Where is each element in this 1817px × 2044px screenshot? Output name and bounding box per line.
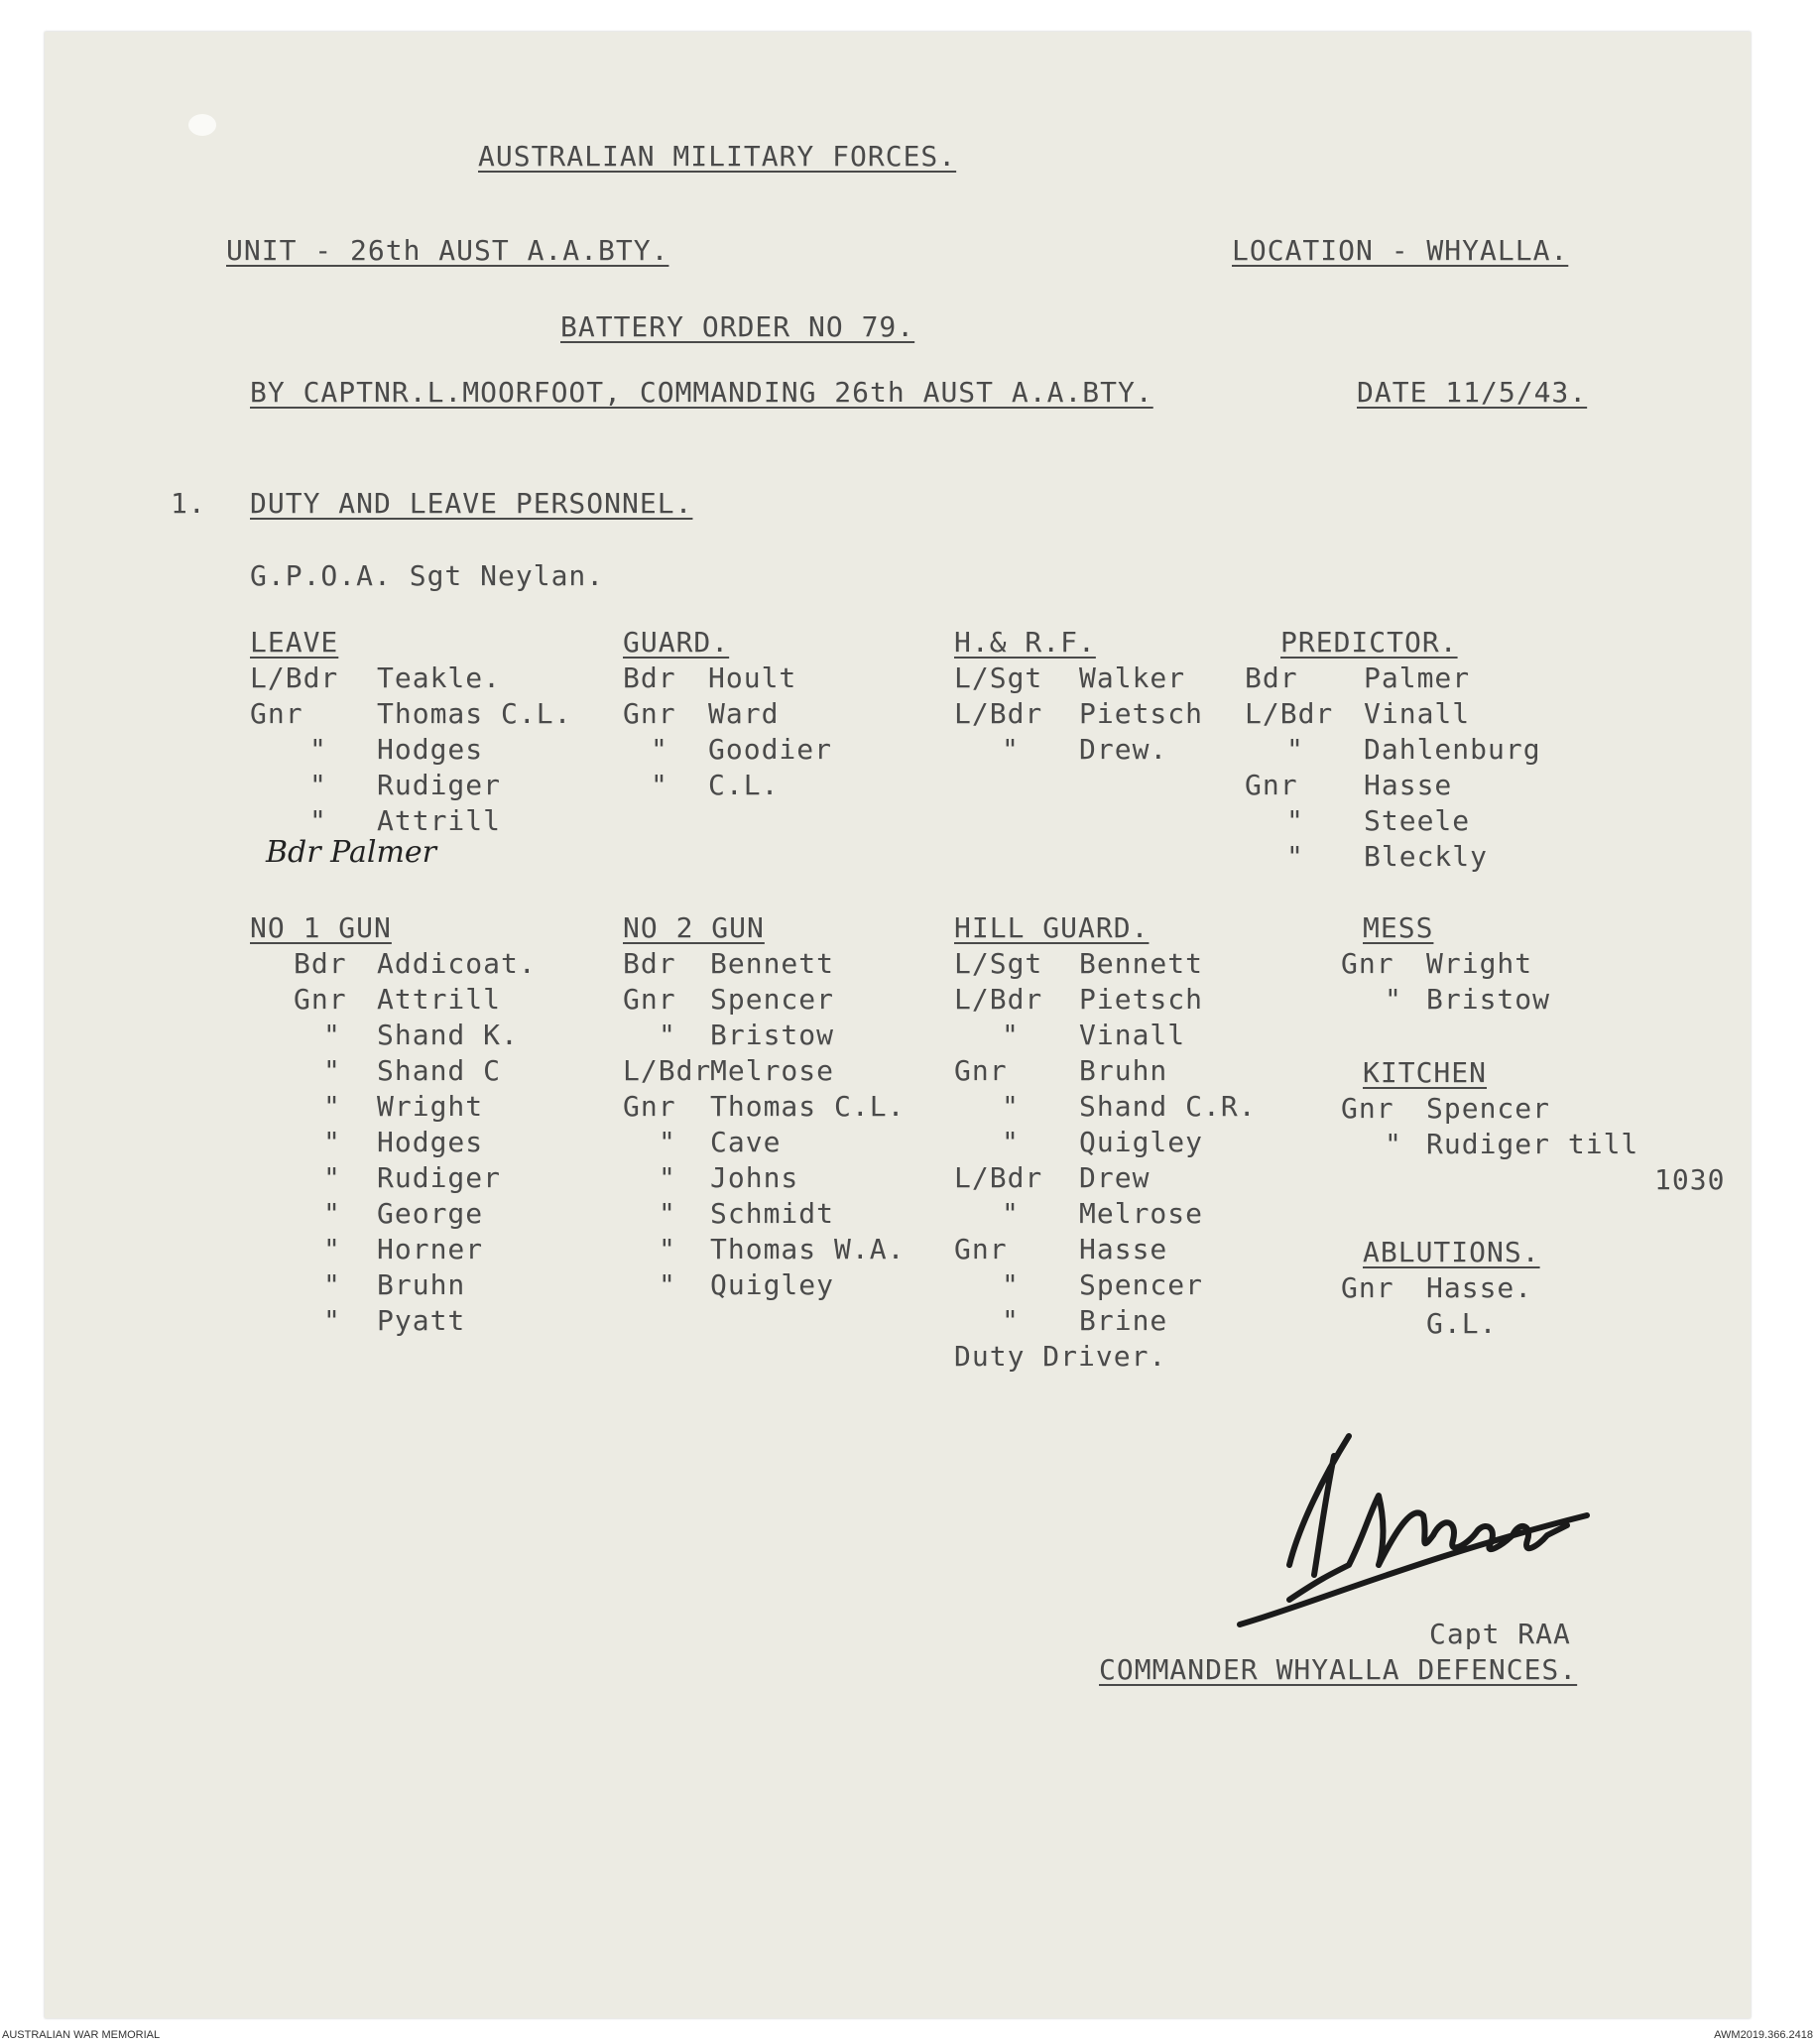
- rank-label: Gnr: [294, 983, 347, 1016]
- group-footer-note: Duty Driver.: [954, 1340, 1167, 1373]
- rank-label: ": [1385, 983, 1402, 1016]
- rank-label: Bdr: [623, 947, 676, 980]
- personnel-name: Hodges: [377, 1126, 484, 1158]
- rank-label: ": [659, 1268, 676, 1301]
- personnel-name: George: [377, 1197, 484, 1230]
- rank-label: Bdr: [1245, 661, 1298, 694]
- rank-label: ": [651, 769, 668, 801]
- archive-id: AWM2019.366.2418: [1714, 2029, 1813, 2041]
- signature-rank: Capt RAA: [1429, 1618, 1571, 1650]
- rank-label: Bdr: [623, 661, 676, 694]
- rank-label: ": [659, 1126, 676, 1158]
- personnel-name: Dahlenburg: [1364, 733, 1541, 766]
- rank-label: Bdr: [294, 947, 347, 980]
- commanding-line: BY CAPTNR.L.MOORFOOT, COMMANDING 26th AUST A.A.BTY.: [250, 376, 1153, 409]
- rank-label: L/Sgt: [954, 947, 1043, 980]
- personnel-name: Shand C.R.: [1079, 1090, 1257, 1123]
- rank-label: ": [1286, 804, 1304, 837]
- personnel-name: Quigley: [710, 1268, 835, 1301]
- personnel-name: Bruhn: [1079, 1054, 1168, 1087]
- personnel-name: Thomas W.A.: [710, 1233, 906, 1265]
- rank-label: Gnr: [623, 1090, 676, 1123]
- personnel-name: Drew: [1079, 1161, 1151, 1194]
- rank-label: ": [1002, 1268, 1020, 1301]
- group-heading: NO 2 GUN: [623, 911, 765, 944]
- paper-stain: [188, 114, 216, 136]
- personnel-name: Horner: [377, 1233, 484, 1265]
- personnel-name: Steele: [1364, 804, 1471, 837]
- rank-label: L/Bdr: [954, 983, 1043, 1016]
- personnel-name: Bruhn: [377, 1268, 466, 1301]
- personnel-name: Palmer: [1364, 661, 1471, 694]
- archive-label: AUSTRALIAN WAR MEMORIAL: [2, 2029, 161, 2041]
- unit-line: UNIT - 26th AUST A.A.BTY.: [226, 234, 669, 267]
- rank-label: Gnr: [623, 983, 676, 1016]
- personnel-name: Rudiger till: [1426, 1128, 1639, 1160]
- personnel-name: Hasse: [1079, 1233, 1168, 1265]
- personnel-name: Wright: [377, 1090, 484, 1123]
- rank-label: L/Bdr: [954, 697, 1043, 730]
- rank-label: ": [323, 1304, 341, 1337]
- rank-label: Gnr: [954, 1233, 1008, 1265]
- rank-label: ": [1002, 1019, 1020, 1051]
- rank-label: ": [659, 1197, 676, 1230]
- personnel-name: Pietsch: [1079, 697, 1204, 730]
- rank-label: ": [1002, 733, 1020, 766]
- signature-title: COMMANDER WHYALLA DEFENCES.: [1099, 1653, 1578, 1686]
- personnel-name: Hodges: [377, 733, 484, 766]
- group-heading: LEAVE: [250, 626, 339, 659]
- personnel-name: Bristow: [1426, 983, 1551, 1016]
- group-heading: MESS: [1363, 911, 1434, 944]
- personnel-name: Thomas C.L.: [710, 1090, 906, 1123]
- rank-label: Gnr: [1245, 769, 1298, 801]
- personnel-name: Cave: [710, 1126, 782, 1158]
- rank-label: L/Bdr: [954, 1161, 1043, 1194]
- rank-label: ": [1286, 840, 1304, 873]
- rank-label: ": [323, 1233, 341, 1265]
- handwritten-note: Bdr Palmer: [266, 835, 436, 870]
- rank-label: ": [323, 1019, 341, 1051]
- personnel-name: Rudiger: [377, 1161, 502, 1194]
- personnel-name: Hoult: [708, 661, 797, 694]
- rank-label: L/Bdr: [623, 1054, 712, 1087]
- personnel-name: Vinall: [1364, 697, 1471, 730]
- signature-mark: [1230, 1416, 1597, 1634]
- personnel-name: Thomas C.L.: [377, 697, 572, 730]
- personnel-name: Bennett: [1079, 947, 1204, 980]
- rank-label: ": [1286, 733, 1304, 766]
- rank-label: ": [1385, 1128, 1402, 1160]
- personnel-name: Drew.: [1079, 733, 1168, 766]
- rank-label: ": [1002, 1304, 1020, 1337]
- group-heading: PREDICTOR.: [1280, 626, 1458, 659]
- personnel-name: Bristow: [710, 1019, 835, 1051]
- personnel-name: Bennett: [710, 947, 835, 980]
- personnel-name: Walker: [1079, 661, 1186, 694]
- personnel-name: Melrose: [710, 1054, 835, 1087]
- personnel-name: Johns: [710, 1161, 799, 1194]
- rank-label: ": [659, 1161, 676, 1194]
- rank-label: Gnr: [623, 697, 676, 730]
- org-heading: AUSTRALIAN MILITARY FORCES.: [478, 140, 957, 173]
- rank-label: L/Sgt: [954, 661, 1043, 694]
- group-heading: HILL GUARD.: [954, 911, 1150, 944]
- personnel-name: Vinall: [1079, 1019, 1186, 1051]
- rank-label: Gnr: [954, 1054, 1008, 1087]
- rank-label: Gnr: [1341, 1092, 1394, 1125]
- rank-label: ": [323, 1126, 341, 1158]
- rank-label: Gnr: [250, 697, 303, 730]
- section-number: 1.: [171, 487, 206, 520]
- personnel-name: Shand K.: [377, 1019, 519, 1051]
- rank-label: ": [309, 733, 327, 766]
- rank-label: ": [1002, 1126, 1020, 1158]
- rank-label: Gnr: [1341, 947, 1394, 980]
- rank-label: ": [323, 1197, 341, 1230]
- group-heading: KITCHEN: [1363, 1056, 1488, 1089]
- personnel-name: Schmidt: [710, 1197, 835, 1230]
- personnel-name: Quigley: [1079, 1126, 1204, 1158]
- group-extra-note: 1030: [1654, 1163, 1726, 1196]
- signature-text: [1245, 1507, 1258, 1509]
- personnel-name: Teakle.: [377, 661, 502, 694]
- location-line: LOCATION - WHYALLA.: [1232, 234, 1569, 267]
- rank-label: ": [651, 733, 668, 766]
- rank-label: ": [309, 804, 327, 837]
- personnel-name: G.L.: [1426, 1307, 1498, 1340]
- personnel-name: Hasse: [1364, 769, 1453, 801]
- personnel-name: Spencer: [1079, 1268, 1204, 1301]
- personnel-name: Ward: [708, 697, 780, 730]
- rank-label: ": [323, 1161, 341, 1194]
- personnel-name: Melrose: [1079, 1197, 1204, 1230]
- section-title: DUTY AND LEAVE PERSONNEL.: [250, 487, 693, 520]
- personnel-name: Rudiger: [377, 769, 502, 801]
- personnel-name: Pyatt: [377, 1304, 466, 1337]
- group-heading: GUARD.: [623, 626, 730, 659]
- personnel-name: Bleckly: [1364, 840, 1489, 873]
- personnel-name: Goodier: [708, 733, 833, 766]
- rank-label: ": [659, 1233, 676, 1265]
- personnel-name: Brine: [1079, 1304, 1168, 1337]
- date-line: DATE 11/5/43.: [1357, 376, 1588, 409]
- personnel-name: Spencer: [710, 983, 835, 1016]
- group-heading: NO 1 GUN: [250, 911, 392, 944]
- group-heading: H.& R.F.: [954, 626, 1096, 659]
- rank-label: ": [323, 1054, 341, 1087]
- personnel-name: Hasse.: [1426, 1271, 1533, 1304]
- personnel-name: Wright: [1426, 947, 1533, 980]
- order-number: BATTERY ORDER NO 79.: [560, 310, 915, 343]
- rank-label: L/Bdr: [250, 661, 339, 694]
- personnel-name: Shand C: [377, 1054, 502, 1087]
- rank-label: ": [1002, 1197, 1020, 1230]
- rank-label: ": [309, 769, 327, 801]
- personnel-name: Addicoat.: [377, 947, 537, 980]
- group-heading: ABLUTIONS.: [1363, 1236, 1540, 1268]
- personnel-name: C.L.: [708, 769, 780, 801]
- rank-label: Gnr: [1341, 1271, 1394, 1304]
- personnel-name: Spencer: [1426, 1092, 1551, 1125]
- gpoa-line: G.P.O.A. Sgt Neylan.: [250, 559, 605, 592]
- rank-label: ": [1002, 1090, 1020, 1123]
- rank-label: ": [659, 1019, 676, 1051]
- personnel-name: Attrill: [377, 983, 502, 1016]
- rank-label: ": [323, 1090, 341, 1123]
- rank-label: ": [323, 1268, 341, 1301]
- rank-label: L/Bdr: [1245, 697, 1334, 730]
- personnel-name: Attrill: [377, 804, 502, 837]
- personnel-name: Pietsch: [1079, 983, 1204, 1016]
